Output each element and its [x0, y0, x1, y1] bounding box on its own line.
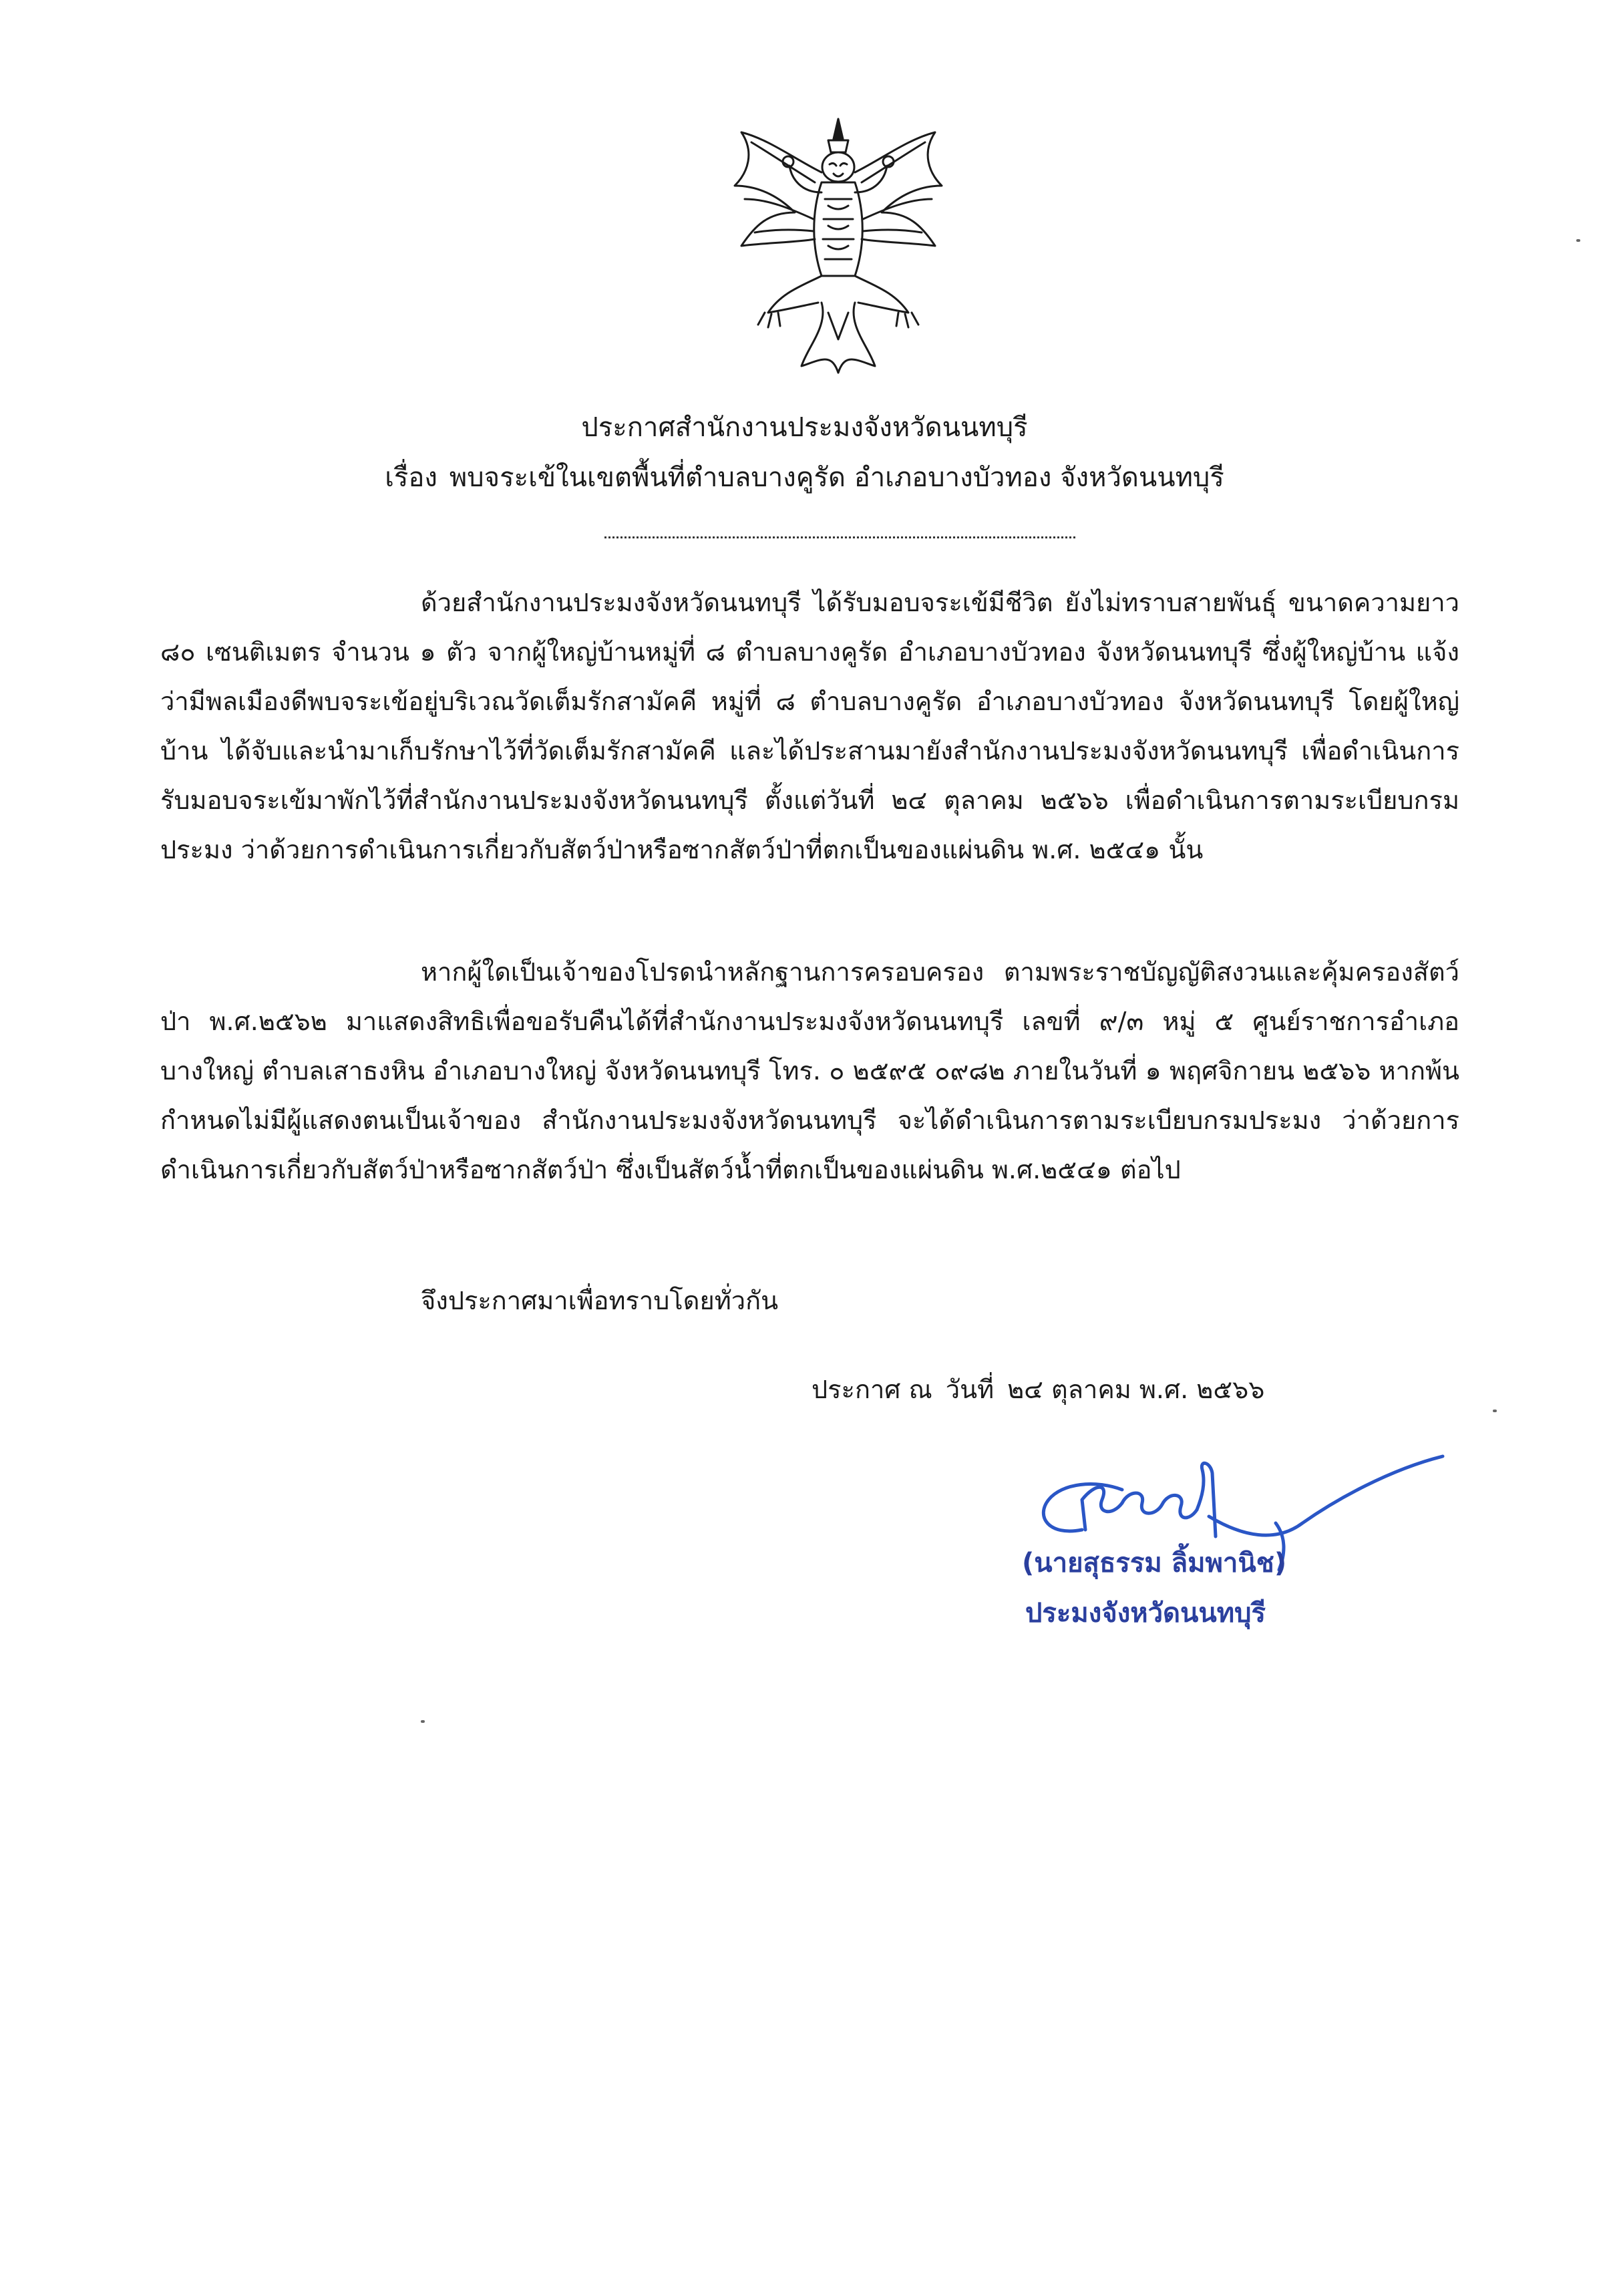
scan-speck [1576, 239, 1580, 242]
scan-speck [1493, 1410, 1497, 1412]
announcement-title: ประกาศสำนักงานประมงจังหวัดนนทบุรี [581, 412, 1028, 443]
subject-text: พบจระเข้ในเขตพื้นที่ตำบลบางคูรัด อำเภอบางบัวทอง จังหวัดนนทบุรี [449, 462, 1224, 493]
signer-position: ประมงจังหวัดนนทบุรี [1025, 1598, 1266, 1629]
closing-paragraph: จึงประกาศมาเพื่อทราบโดยทั่วกัน [421, 1286, 779, 1315]
garuda-emblem-icon [728, 112, 948, 379]
body-paragraph-1: ด้วยสำนักงานประมงจังหวัดนนทบุรี ได้รับมอบจระเข้มีชีวิต ยังไม่ทราบสายพันธุ์ ขนาดความยาว ๘๐ เซนติเมตร จำนวน ๑ ตัว จากผู้ใหญ่บ้านหมู่ที่ ๘ ตำบลบางคูรัด อำเภอบางบัวทอง จังหวัดนนทบุรี ซึ่งผู้ใหญ่บ้าน แจ้งว่ามีพลเมืองดีพบจระเข้อยู่บริเวณวัดเต็มรักสามัคคี หมู่ที่ ๘ ตำบลบางคูรัด อำเภอบางบัวทอง จังหวัดนนทบุรี โดยผู้ใหญ่บ้าน ได้จับและนำมาเก็บรักษาไว้ที่วัดเต็มรักสามัคคี และได้ประสานมายังสำนักงานประมงจังหวัดนนทบุรี เพื่อดำเนินการรับมอบจระเข้มาพักไว้ที่สำนักงานประมงจังหวัดนนทบุรี ตั้งแต่วันที่ ๒๔ ตุลาคม ๒๕๖๖ เพื่อดำเนินการตามระเบียบกรมประมง ว่าด้วยการดำเนินการเกี่ยวกับสัตว์ป่าหรือซากสัตว์ป่าที่ตกเป็นของแผ่นดิน พ.ศ. ๒๕๔๑ นั้น [160, 588, 1459, 864]
dateline-day-label: วันที่ [945, 1375, 995, 1404]
subject-label: เรื่อง [385, 462, 437, 493]
dateline-label: ประกาศ ณ [812, 1375, 932, 1404]
title-divider [604, 536, 1075, 538]
signer-name: (นายสุธรรม ลิ้มพานิช) [1022, 1548, 1287, 1579]
dateline-date: ๒๔ ตุลาคม พ.ศ. ๒๕๖๖ [1007, 1375, 1265, 1404]
scan-speck [421, 1720, 425, 1723]
announcement-subject [0, 459, 1609, 496]
body-paragraph-2: หากผู้ใดเป็นเจ้าของโปรดนำหลักฐานการครอบครอง ตามพระราชบัญญัติสงวนและคุ้มครองสัตว์ป่า พ.ศ.๒๕๖๒ มาแสดงสิทธิเพื่อขอรับคืนได้ที่สำนักงานประมงจังหวัดนนทบุรี เลขที่ ๙/๓ หมู่ ๕ ศูนย์ราชการอำเภอบางใหญ่ ตำบลเสาธงหิน อำเภอบางใหญ่ จังหวัดนนทบุรี โทร. ๐ ๒๕๙๕ ๐๙๘๒ ภายในวันที่ ๑ พฤศจิกายน ๒๕๖๖ หากพ้นกำหนดไม่มีผู้แสดงตนเป็นเจ้าของ สำนักงานประมงจังหวัดนนทบุรี จะได้ดำเนินการตามระเบียบกรมประมง ว่าด้วยการดำเนินการเกี่ยวกับสัตว์ป่าหรือซากสัตว์ป่า ซึ่งเป็นสัตว์น้ำที่ตกเป็นของแผ่นดิน พ.ศ.๒๕๔๑ ต่อไป [160, 957, 1459, 1184]
announcement-dateline [812, 1366, 1413, 1413]
